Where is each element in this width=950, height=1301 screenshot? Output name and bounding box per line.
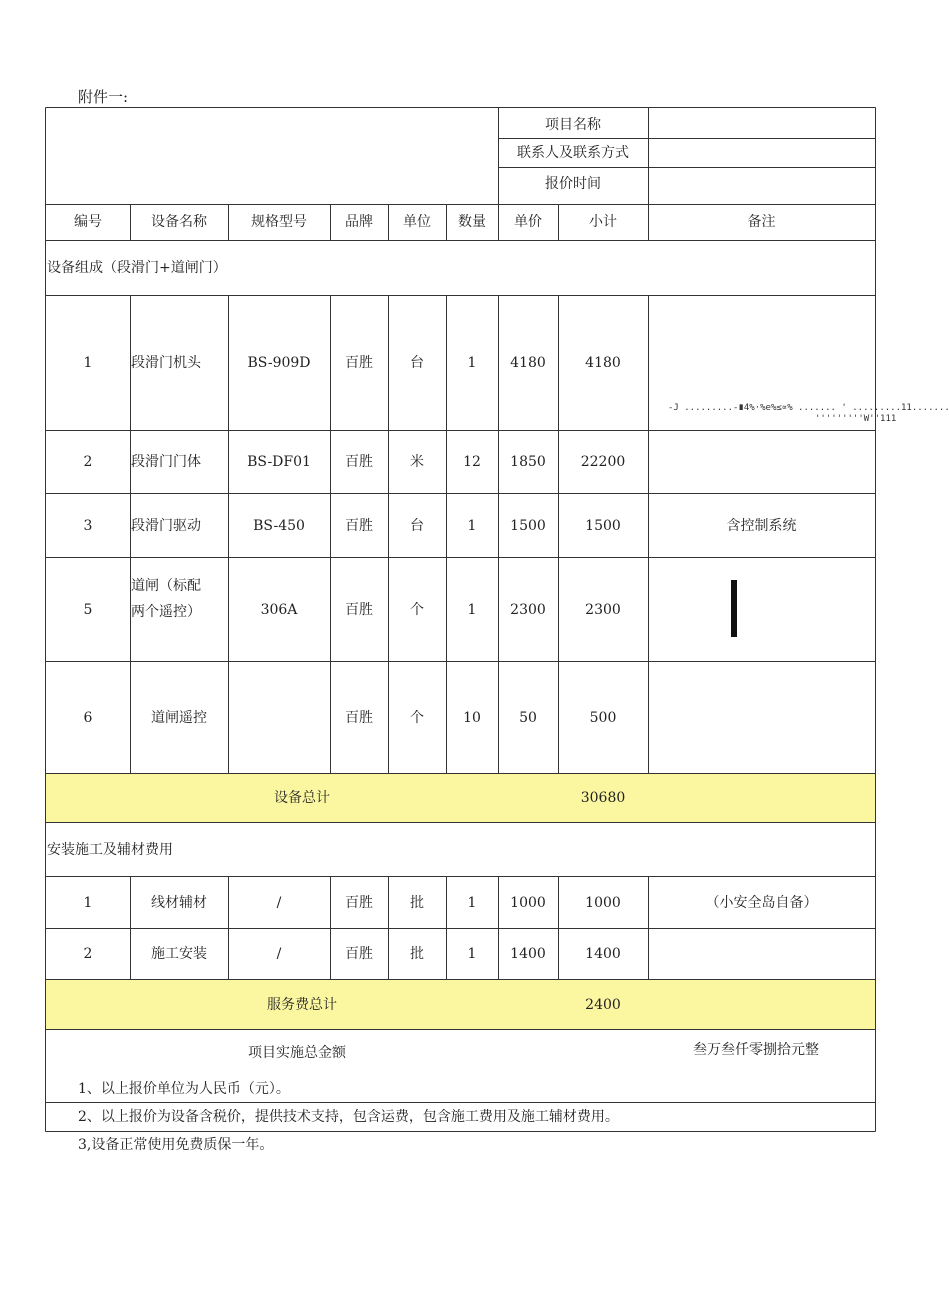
table-row-2-name: 段滑门门体 (131, 453, 201, 470)
col-header-price: 单价 (514, 214, 542, 230)
table-row-1-unit: 台 (410, 355, 424, 371)
install-row-1-name: 线材辅材 (151, 894, 207, 911)
install-row-1-price: 1000 (510, 894, 546, 911)
table-row-5-name-line2: 两个遥控） (131, 604, 201, 620)
install-row-1-no: 1 (83, 894, 93, 911)
table-row-5-name-line1: 道闸（标配 (131, 578, 201, 594)
install-row-2-unit: 批 (410, 946, 424, 962)
table-row-6-qty: 10 (463, 709, 481, 726)
equipment-total-value: 30680 (580, 790, 626, 806)
col-header-subtotal: 小计 (589, 214, 617, 230)
install-row-2-brand: 百胜 (345, 946, 373, 962)
table-row-6-no: 6 (83, 709, 93, 726)
table-row-5-brand: 百胜 (345, 601, 373, 618)
col-header-model: 规格型号 (251, 214, 307, 230)
install-row-1-brand: 百胜 (345, 894, 373, 911)
install-row-2-model: / (276, 946, 282, 962)
table-row-1-subtotal: 4180 (585, 355, 621, 371)
table-row-3-qty: 1 (467, 517, 477, 534)
install-row-1-subtotal: 1000 (585, 894, 621, 911)
table-row-3-remark: 含控制系统 (726, 517, 797, 534)
quote-time-value[interactable] (648, 169, 875, 199)
table-row-1-no: 1 (83, 355, 93, 371)
table-row-3-price: 1500 (510, 517, 546, 534)
col-header-unit: 单位 (403, 214, 431, 230)
table-row-2-unit: 米 (410, 453, 424, 470)
quote-time-label: 报价时间 (545, 176, 601, 192)
table-row-3-no: 3 (83, 517, 93, 534)
table-row-6-subtotal: 500 (589, 709, 617, 726)
install-row-2-qty: 1 (467, 946, 477, 962)
install-row-1-remark: （小安全岛自备） (705, 894, 818, 911)
note-1: 1、以上报价单位为人民币（元）。 (78, 1081, 290, 1097)
table-row-5-price: 2300 (510, 601, 546, 618)
table-row-2-model: BS-DF01 (247, 453, 311, 470)
table-row-1-price: 4180 (510, 355, 546, 371)
contact-label: 联系人及联系方式 (517, 144, 629, 161)
table-row-5-subtotal: 2300 (585, 601, 621, 618)
table-row-2-qty: 12 (463, 453, 481, 470)
table-row-5-qty: 1 (467, 601, 477, 618)
install-row-2-price: 1400 (510, 946, 546, 962)
table-row-6-brand: 百胜 (345, 709, 373, 726)
garbled-remark-line1: -J .........-∎4%·%e%≤∝% ....... ' .........11....... (668, 403, 950, 413)
table-row-6-model (228, 662, 330, 773)
project-name-value[interactable] (648, 112, 875, 138)
equipment-total-label: 设备总计 (274, 790, 330, 806)
table-row-6-price: 50 (519, 709, 537, 726)
table-row-5-no: 5 (83, 601, 93, 618)
col-header-brand: 品牌 (345, 214, 373, 230)
service-total-label: 服务费总计 (267, 996, 337, 1013)
section-title-equipment: 设备组成（段滑门+道闸门） (47, 260, 227, 276)
table-row-6-unit: 个 (410, 709, 424, 726)
install-row-2-no: 2 (83, 946, 93, 962)
section-title-install: 安装施工及辅材费用 (47, 841, 173, 858)
project-name-label: 项目名称 (545, 117, 601, 133)
col-header-remark: 备注 (747, 214, 776, 230)
remark-mark-bar (731, 580, 737, 637)
attachment-label: 附件一: (78, 88, 129, 106)
table-row-3-name: 段滑门驱动 (131, 517, 201, 534)
install-row-1-model: / (276, 894, 282, 911)
table-row-5-unit: 个 (410, 601, 424, 618)
garbled-remark-line2: '''''''''W''111 (815, 414, 897, 424)
note-3: 3,设备正常使用免费质保一年。 (78, 1137, 274, 1153)
table-row-1-qty: 1 (467, 355, 477, 371)
table-row-2-brand: 百胜 (345, 453, 373, 470)
table-row-5-model: 306A (260, 601, 298, 618)
service-total-value: 2400 (585, 996, 621, 1013)
grand-total-words: 叁万叁仟零捌拾元整 (693, 1042, 819, 1058)
table-row-6-name: 道闸遥控 (151, 709, 207, 726)
install-row-2-name: 施工安装 (151, 946, 207, 962)
table-row-3-brand: 百胜 (345, 517, 373, 534)
col-header-qty: 数量 (458, 214, 486, 230)
contact-value[interactable] (648, 139, 875, 166)
table-row-2-price: 1850 (510, 453, 546, 470)
table-row-3-subtotal: 1500 (585, 517, 621, 534)
install-row-1-qty: 1 (467, 894, 477, 911)
col-header-no: 编号 (74, 214, 102, 230)
install-row-2-subtotal: 1400 (585, 946, 621, 962)
install-row-1-unit: 批 (410, 894, 424, 911)
col-header-name: 设备名称 (151, 214, 207, 230)
table-row-5-name (131, 573, 228, 625)
grand-total-label: 项目实施总金额 (248, 1045, 346, 1061)
table-row-2-subtotal: 22200 (580, 453, 626, 470)
table-row-2-no: 2 (83, 453, 93, 470)
table-row-1-brand: 百胜 (345, 355, 373, 371)
table-row-1-name: 段滑门机头 (131, 355, 201, 371)
table-row-1-model: BS-909D (247, 355, 311, 371)
table-row-3-model: BS-450 (253, 517, 305, 534)
note-2: 2、以上报价为设备含税价，提供技术支持，包含运费，包含施工费用及施工辅材费用。 (78, 1109, 619, 1125)
table-row-3-unit: 台 (410, 517, 424, 534)
